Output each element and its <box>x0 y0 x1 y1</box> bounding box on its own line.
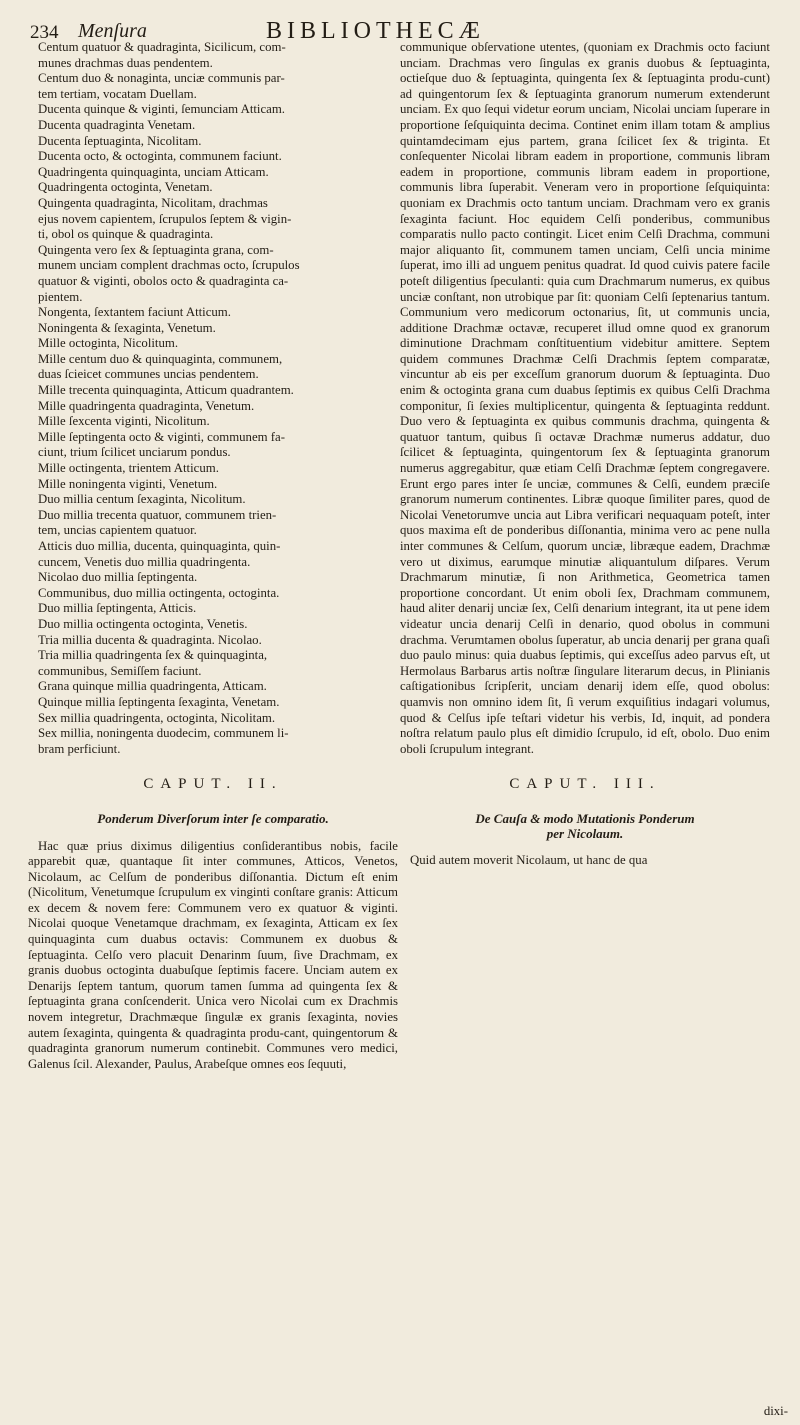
body-paragraph: Hac quæ prius diximus diligentius conſiderantibus nobis, facile apparebit quæ, quantaque ſit inter communes, Atticos, Venetos, Nicolaum, ac Celſum de ponderibus diſſonantia. Dictum eſt enim (Nicolitum, Venetumque ſcrupulum ex vinginti conſtare granis: Atticum ex decem & novem fere: Communem vero ex quatuor & viginti. Nicolai quoque Venetamque drachmam, ex ſexaginta, Atticam ex ſex quinquaginta cum duabus octavis: Communem ex duobus & ſeptuaginta. Celſo vero placuit Denarinm ſuum, ſive Drachmam, ex granis duobus octoginta duabuſque ſeptimis facere. Unciam autem ex Denarijs ſeptem tantum, quorum tamen ſumma ad quingenta ſex & ſeptuaginta grana conſcenderit. Unica vero Nicolai cum ex Drachmis novem integretur, Drachmæque ſingulæ ex granis ſexaginta, novies autem ſexaginta, quingenta & quadraginta produ-cant, quingentorum & quadraginta granorum numerum continebit. Communes vero medici, Galenus ſcil. Alexander, Paulus, Arabeſque omnes eos ſequuti, <box>28 838 398 1071</box>
list-line: Mille quadringenta quadraginta, Venetum. <box>38 398 255 413</box>
page-number: 234 <box>30 22 59 43</box>
list-line: Duo millia trecenta quatuor, communem trien- <box>38 507 277 522</box>
list-line: Ducenta ſeptuaginta, Nicolitam. <box>38 133 202 148</box>
body-paragraph: Quid autem moverit Nicolaum, ut hanc de qua <box>410 852 648 867</box>
list-line: Noningenta & ſexaginta, Venetum. <box>38 320 216 335</box>
list-line: Atticis duo millia, ducenta, quinquaginta, quin- <box>38 539 281 553</box>
list-line: ciunt, trium ſcilicet unciarum pondus. <box>38 445 231 460</box>
list-line: Ducenta quinque & viginti, ſemunciam Atticam. <box>38 102 285 117</box>
list-line: duas ſcieicet communes uncias pendentem. <box>38 367 259 382</box>
list-line: Mille octingenta, trientem Atticum. <box>38 461 219 476</box>
list-line: Duo millia octingenta octoginta, Venetis. <box>38 616 248 631</box>
catchword: dixi- <box>763 1404 788 1418</box>
running-head-word: Menſura <box>78 20 147 42</box>
list-line: Ducenta quadraginta Venetam. <box>38 117 196 132</box>
list-line: ti, obol os quinque & quadraginta. <box>38 227 214 242</box>
list-line: cuncem, Venetis duo millia quadringenta. <box>38 554 251 569</box>
list-line: Duo millia centum ſexaginta, Nicolitum. <box>38 492 246 507</box>
list-line: Centum quatuor & quadraginta, Sicilicum, com- <box>38 40 286 54</box>
list-line: Quingenta quadraginta, Nicolitam, drachmas <box>38 195 268 210</box>
list-line: munem unciam complent drachmas octo, ſcrupulos <box>38 258 300 273</box>
list-line: Mille noningenta viginti, Venetum. <box>38 476 218 491</box>
chapter-heading: CAPUT. II. <box>143 776 283 793</box>
list-line: tem tertiam, vocatam Duellam. <box>38 86 197 101</box>
list-line: tem, uncias capientem quatuor. <box>38 523 197 538</box>
left-column <box>28 40 398 1072</box>
list-line: quatuor & viginti, obolos octo & quadraginta ca- <box>38 273 289 288</box>
running-head-title: BIBLIOTHECÆ <box>266 18 485 44</box>
chapter-subtitle-line: De Cauſa & modo Mutationis Ponderum <box>475 810 695 826</box>
chapter-subtitle <box>400 811 770 841</box>
chapter-heading: CAPUT. III. <box>509 776 661 793</box>
chapter-subtitle-line: per Nicolaum. <box>546 825 624 841</box>
list-line: Mille trecenta quinquaginta, Atticum quadrantem. <box>38 383 294 398</box>
list-line: Communibus, duo millia octingenta, octoginta. <box>38 585 280 600</box>
list-line: Quadringenta quinquaginta, unciam Atticam. <box>38 164 269 179</box>
list-line: Mille ſeptingenta octo & viginti, communem fa- <box>38 429 285 444</box>
list-line: Centum duo & nonaginta, unciæ communis par- <box>38 71 285 86</box>
list-line: pientem. <box>38 289 83 304</box>
list-line: Ducenta octo, & octoginta, communem faciunt. <box>38 149 282 164</box>
list-line: Sex millia, noningenta duodecim, communem li- <box>38 726 289 741</box>
list-line: Tria millia ducenta & quadraginta. Nicolao. <box>38 632 262 647</box>
list-line: communibus, Semiſſem faciunt. <box>38 663 202 678</box>
list-line: ejus novem capientem, ſcrupulos ſeptem & vigin- <box>38 211 292 226</box>
list-line: Quingenta vero ſex & ſeptuaginta grana, com- <box>38 242 274 257</box>
list-line: Sex millia quadringenta, octoginta, Nicolitam. <box>38 710 276 725</box>
list-line: Nongenta, ſextantem faciunt Atticum. <box>38 305 231 320</box>
list-line: Quadringenta octoginta, Venetam. <box>38 180 213 195</box>
list-line: Duo millia ſeptingenta, Atticis. <box>38 601 197 616</box>
list-line: Mille centum duo & quinquaginta, communem, <box>38 351 283 366</box>
list-line: Quinque millia ſeptingenta ſexaginta, Venetam. <box>38 694 280 709</box>
list-line: Grana quinque millia quadringenta, Atticam. <box>38 679 267 694</box>
list-line: bram perficiunt. <box>38 741 121 756</box>
body-paragraph: communique obſervatione utentes, (quoniam ex Drachmis octo faciunt unciam. Drachmas vero ſingulas ex granis duobus & ſeptuaginta, octieſque duo & ſeptuaginta, quingenta ſex & ſeptuaginta produ-cunt) ad quingentorum ſex & ſeptuaginta granorum numerum extenderunt unciam. Ex quo ſequi videtur eorum unciam, Nicolai unciam ſuperare in proportione ſeſquiquinta decima. Continet enim illam totam & amplius quintamdecimam ejus partem, grana ſcilicet ſex & triginta. Et conſequenter Nicolai libram eadem in proportione, communis libram eadem in proportione, communis libram eadem in proportione, communis libra ſuperabit. Veneram vero in proportione ſeſquiquinta: quoniam ex Drachmis octo tantum unciam. Drachmam vero ex granis ſexaginta faciunt. Hoc equidem Celſi ponderibus, communibus comparatis nullo pacto contingit. Licet enim Celſi Drachma, communi major aliquanto ſit, communem tamen unciam, Celſi uncia minime ſuperat, imo illi ad unguem penitus quadrat. Id quod cuivis patere facile poteſt diligentius ſpeculanti: quia cum Drachmarum numerus, ex quibus unciæ conſtant, non utrobique par ſit: quoniam Celſi ſeptenarius tantum. Communium vero medicorum octonarius, ſit, ut communis uncia, additione Drachmæ octavæ, recuperet illud omne quod ex granorum diminutione Drachmam conſtituentium videbitur amittere. Septem quidem communes Drachmæ Celſi Drachmis ſeptem comparatæ, vincuntur ab eis per exceſſum granorum duorum & ſeptuaginta. Duo enim & octoginta grana cum duabus ſeptimis ex quibus Celſi Drachma componitur, ſi ſexies multiplicentur, quingenta & ſeptuaginta reddunt. Duo vero & ſeptuaginta ex quibus communis drachma, quingenta & quatuor tantum, quibus ſi octavæ Drachmæ numerus addatur, duo ſcilicet & ſeptuaginta, quingentorum ſex & ſeptuaginta granorum numerus aggregabitur, quæ etiam Celſi Drachmæ ſeptem congregavere. Erunt ergo pares inter ſe unciæ, communes & Celſi, eundem præciſe granorum numerum continentes. Libræ quoque ſimiliter pares, quod de Nicolai Venetorumve uncia aut Libra verificari nequaquam poteſt, inter quos maxima eſt de ponderibus diſſonantia, minima vero ac pene nulla inter communes & Celſum, quorum unciæ, libræque eadem, Drachmæ vero ut diximus, earumque minutiæ aliquantulum diſpares. Verum Drachmarum minutiæ, ſi non Arithmetica, Geometrica tamen proportione concordant. Ut enim oboli ſex, Drachmam communem, haud aliter denarij unciæ ſex, Celſi denarium integrant, ita ut pene idem videatur uncia denarij Celſi in denario, quod obolus in communi drachma. Verumtamen obolus ſuperatur, ab uncia denarij per grana quaſi duo paulo minus: quia duabus ſeptimis, qui exceſſus adeo parvus eſt, ut Hermolaus Barbarus artis noſtræ ſingulare literarum decus, in Plinianis caſtigationibus ſcripſerit, unciam denarij idem eſſe, quod obolus: quamvis non omnino idem ſit, ſi verum exquiſitius indagari volumus, quod & Celſus ipſe teſtari videtur his verbis, Id, inquit, ad pondera noſtra relatum paulo plus eſt dimidio ſcrupulo, id eſt, obolo. Duo enim oboli ſcrupulum integrant. <box>400 40 770 756</box>
list-line: Tria millia quadringenta ſex & quinquaginta, <box>38 648 268 663</box>
right-column <box>400 40 770 869</box>
list-line: munes drachmas duas pendentem. <box>38 55 213 70</box>
weight-list <box>28 40 398 757</box>
chapter-subtitle: Ponderum Diverſorum inter ſe comparatio. <box>97 810 329 826</box>
list-line: Mille ſexcenta viginti, Nicolitum. <box>38 414 210 429</box>
list-line: Nicolao duo millia ſeptingenta. <box>38 570 198 585</box>
list-line: Mille octoginta, Nicolitum. <box>38 336 179 351</box>
